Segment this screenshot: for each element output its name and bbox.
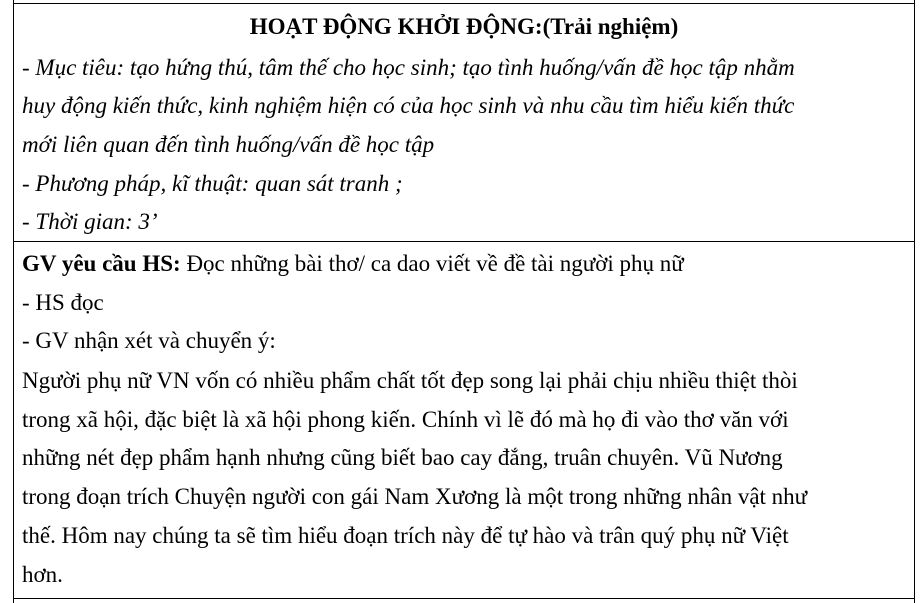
paragraph-line-5: thế. Hôm nay chúng ta sẽ tìm hiểu đoạn trích này để tự hào và trân quý phụ nữ Việt [22,523,789,548]
paragraph-line-4: trong đoạn trích Chuyện người con gái Nam Xương là một trong những nhân vật như [22,484,808,509]
objective-line-1: - Mục tiêu: tạo hứng thú, tâm thế cho học sinh; tạo tình huống/vấn đề học tập nhằm [22,55,795,80]
student-read-line: - HS đọc [22,290,104,315]
teacher-request-line [22,249,684,279]
activity-table [13,0,915,603]
method-line: - Phương pháp, kĩ thuật: quan sát tranh ; [22,171,403,196]
teacher-request-label: GV yêu cầu HS: [22,251,181,276]
teacher-request-text: Đọc những bài thơ/ ca dao viết về đề tài người phụ nữ [180,251,684,276]
teacher-comment-line: - GV nhận xét và chuyển ý: [22,328,276,353]
objective-line-2: huy động kiến thức, kinh nghiệm hiện có của học sinh và nhu cầu tìm hiểu kiến thức [22,93,795,118]
time-line: - Thời gian: 3’ [22,209,158,234]
row-divider [14,241,914,242]
table-bottom-border [14,598,914,599]
paragraph-line-3: những nét đẹp phẩm hạnh nhưng cũng biết bao cay đắng, truân chuyên. Vũ Nương [22,445,783,470]
paragraph-line-1: Người phụ nữ VN vốn có nhiều phẩm chất tốt đẹp song lại phải chịu nhiều thiệt thòi [22,368,798,393]
table-top-border [14,3,914,4]
section-heading: HOẠT ĐỘNG KHỞI ĐỘNG:(Trải nghiệm) [249,14,679,39]
objective-line-3: mới liên quan đến tình huống/vấn đề học tập [22,132,435,157]
paragraph-line-2: trong xã hội, đặc biệt là xã hội phong kiến. Chính vì lẽ đó mà họ đi vào thơ văn với [22,407,789,432]
paragraph-line-6: hơn. [22,562,63,587]
